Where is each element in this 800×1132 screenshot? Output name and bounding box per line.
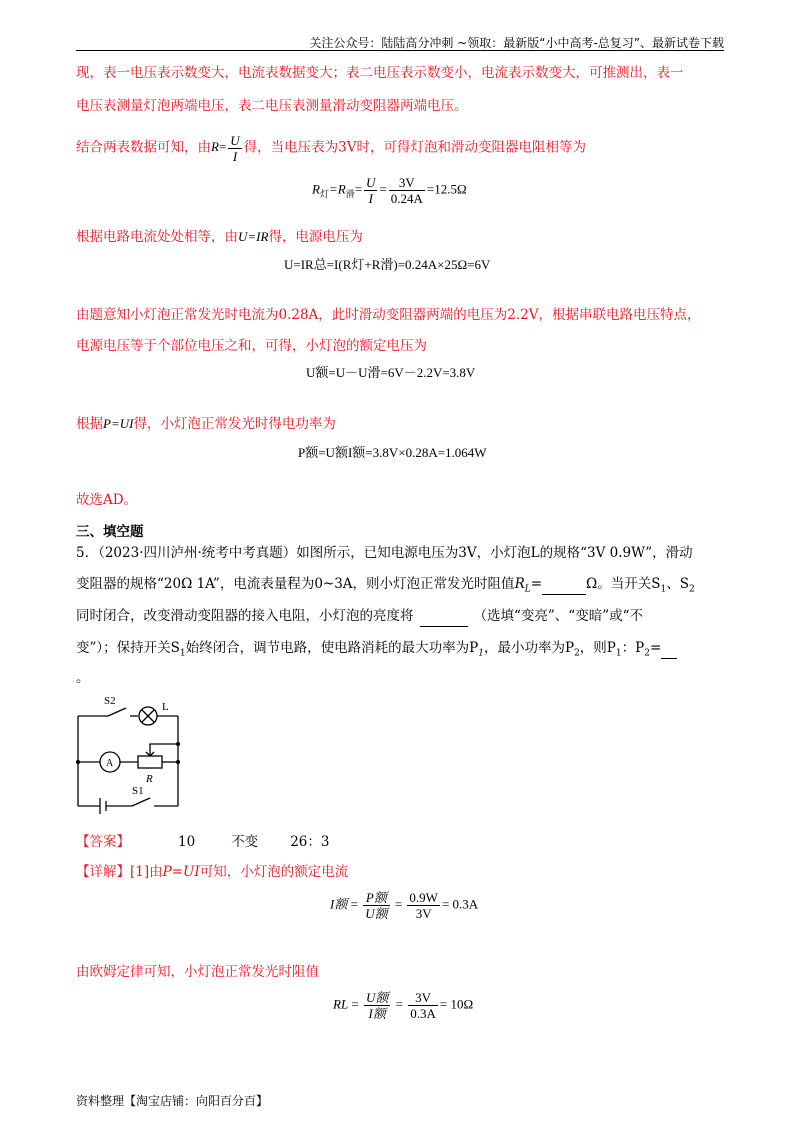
equation-rated-voltage: U额=U－U滑=6V－2.2V=3.8V — [306, 365, 476, 380]
detail-line-2: 由欧姆定律可知，小灯泡正常发光时阻值 — [76, 964, 319, 980]
label-a: A — [106, 758, 114, 769]
analysis-line-3 — [76, 133, 586, 164]
blank-3 — [661, 638, 677, 659]
rheostat — [138, 756, 162, 768]
analysis-line-4: 根据电路电流处处相等，由U=IR得，电源电压为 — [76, 229, 363, 245]
label-s1: S1 — [132, 785, 144, 797]
analysis-line-6: 电源电压等于个部位电压之和，可得，小灯泡的额定电压为 — [76, 338, 427, 354]
conclusion: 故选AD。 — [76, 492, 138, 508]
equation-resistance-l: RL = $\frac{\text{U额}}{\text{I额}}$ = $\frac{3V}{0.3A}$ = 10Ω — [333, 990, 474, 1021]
question-line-2: 变阻器的规格“20Ω 1A”，电流表量程为0~3A，则小灯泡正常发光时阻值$R_L= \Omega$。当开关$S_1$、$S_2$ — [76, 576, 695, 595]
blank-1 — [542, 574, 586, 595]
analysis-line-1: 现，表一电压表示数变大，电流表数据变大；表二电压表示数变小，电流表示数变大，可推测出，表一 — [76, 65, 684, 81]
analysis-line-7: 根据P=UI得，小灯泡正常发光时得电功率为 — [76, 416, 336, 432]
label-s2: S2 — [104, 695, 116, 707]
question-line-5: 。 — [76, 670, 90, 686]
label-r: R — [146, 773, 153, 785]
analysis-line-5: 由题意知小灯泡正常发光时电流为0.28A，此时滑动变阻器两端的电压为2.2V，根据串联电路电压特点， — [76, 307, 701, 323]
formula-u-ir: U=IR — [238, 229, 269, 244]
section-title: 三、填空题 — [76, 524, 144, 540]
answer-label: 【答案】 — [76, 834, 130, 850]
label-l: L — [162, 701, 169, 713]
answer-2: 不变 — [231, 834, 259, 850]
page-footer: 资料整理【淘宝店铺：向阳百分百】 — [76, 1094, 269, 1108]
answer-3: 26：3 — [290, 834, 330, 850]
formula-p-ui: P=UI — [103, 416, 134, 431]
analysis-line-3-b: 得，当电压表为3V时，可得灯泡和滑动变阻器电阻相等为 — [243, 139, 587, 156]
question-line-1: 5．（2023·四川泸州·统考中考真题）如图所示，已知电源电压为3V，小灯泡L的规格“3V 0.9W”，滑动 — [76, 545, 693, 561]
equation-resistance: $R_灯=R_滑=$ $\frac{U}{I}$ = $\frac{3V}{0.24A}$ =12.5Ω — [312, 175, 467, 206]
formula-r-ui: R= $\frac{U}{I}$ — [211, 133, 240, 164]
analysis-line-3-a: 结合两表数据可知，由 — [76, 139, 211, 156]
equation-rated-current: I额 = $\frac{\text{P额}}{\text{U额}}$ = $\frac{0.9W}{3V}$ = 0.3A — [330, 890, 479, 921]
answer-1: 10 — [178, 834, 196, 850]
detail-line-1: 【详解】[1]由P=UI可知，小灯泡的额定电流 — [76, 864, 349, 880]
detail-label: 【详解】 — [76, 864, 130, 880]
equation-power: P额=U额I额=3.8V×0.28A=1.064W — [298, 445, 487, 460]
question-line-3: 同时闭合，改变滑动变阻器的接入电阻，小灯泡的亮度将 （选填“变亮”、“变暗”或“不 — [76, 606, 643, 627]
equation-voltage: U=IR总=I(R灯+R滑)=0.24A×25Ω=6V — [284, 257, 491, 272]
circuit-diagram — [70, 690, 190, 820]
header-divider — [76, 50, 724, 51]
answer-line — [76, 832, 329, 852]
page-header: 关注公众号：陆陆高分冲刺 ~领取：最新版“小中高考-总复习”、最新试卷下载 — [309, 36, 724, 50]
switch-s2 — [108, 708, 126, 716]
question-line-4: 变”）；保持开关$S_1$始终闭合，调节电路，使电路消耗的最大功率为$P_1$，最小功率为$P_2$，则$P_1$：$P_2=$ — [76, 638, 677, 664]
analysis-line-2: 电压表测量灯泡两端电压，表二电压表测量滑动变阻器两端电压。 — [76, 98, 468, 114]
blank-2 — [420, 606, 468, 627]
